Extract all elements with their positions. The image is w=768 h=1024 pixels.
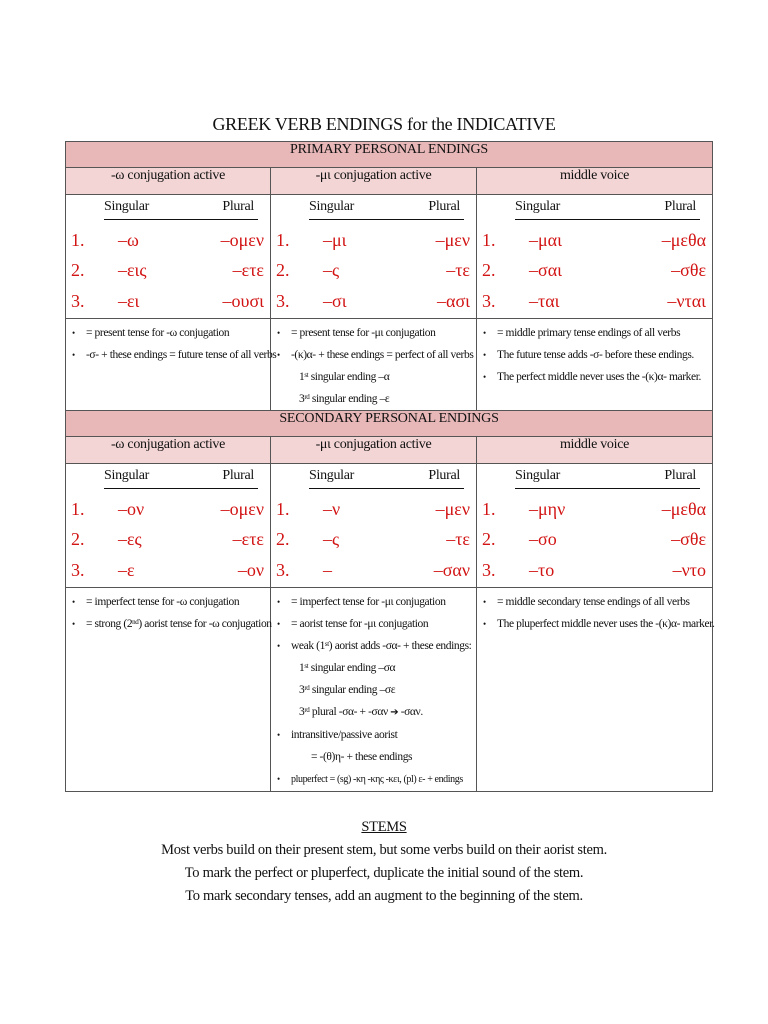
person-number: 1. (276, 230, 290, 250)
ending-row (477, 558, 712, 588)
singular-plural-header (104, 199, 258, 220)
person-number: 3. (71, 291, 85, 311)
column-header: -ω conjugation active (66, 437, 271, 464)
ending-row (477, 258, 712, 288)
bullet-icon: • (277, 328, 280, 338)
plural-ending: –σθε (671, 529, 707, 549)
singular-ending: –ει (118, 291, 140, 311)
plural-ending: –ετε (232, 260, 264, 280)
person-number: 1. (482, 230, 496, 250)
plural-ending: –μεθα (661, 230, 707, 250)
primary-section-heading: PRIMARY PERSONAL ENDINGS (66, 142, 713, 168)
note-item: • pluperfect = (sg) -κη -κης -κει, (pl) ε- + endings (275, 768, 474, 791)
plural-ending: –ντο (672, 560, 707, 580)
person-number: 3. (276, 560, 290, 580)
singular-plural-header (309, 468, 464, 489)
plural-ending: –ομεν (220, 230, 264, 250)
ending-row (66, 497, 270, 527)
ending-row (271, 289, 476, 319)
singular-ending: –ω (118, 230, 139, 250)
ending-row (477, 228, 712, 258)
person-number: 2. (482, 529, 496, 549)
verb-endings-table (65, 141, 713, 792)
person-number: 1. (482, 499, 496, 519)
notes-cell (271, 319, 477, 411)
note-item: • weak (1st) aorist adds -σα- + these endings: (275, 635, 474, 657)
note-item: • = strong (2nd) aorist tense for -ω conjugation (70, 613, 268, 635)
person-number: 1. (71, 230, 85, 250)
note-subitem: = -(θ)η- + these endings (311, 751, 413, 763)
note-subitem: 3rd plural -σα- + -σαν ➔ -σαν. (299, 706, 423, 718)
note-item: • = imperfect tense for -μι conjugation (275, 591, 474, 613)
ending-row (271, 497, 476, 527)
singular-ending: –ν (323, 499, 341, 519)
ending-row (477, 527, 712, 557)
bullet-icon: • (72, 328, 75, 338)
stems-line: To mark the perfect or pluperfect, duplicate the initial sound of the stem. (184, 865, 584, 881)
bullet-icon: • (277, 350, 280, 360)
ending-row (66, 289, 270, 319)
notes-cell (271, 588, 477, 792)
bullet-icon: • (72, 619, 75, 629)
endings-cell (477, 195, 713, 319)
singular-label: Singular (515, 199, 561, 214)
singular-label: Singular (104, 199, 150, 214)
bullet-icon: • (483, 597, 486, 607)
person-number: 1. (71, 499, 85, 519)
stems-line: To mark secondary tenses, add an augment to the beginning of the stem. (185, 888, 583, 904)
column-header: middle voice (477, 437, 713, 464)
ending-row (66, 527, 270, 557)
ending-row (271, 258, 476, 288)
singular-ending: – (323, 560, 332, 580)
person-number: 3. (482, 291, 496, 311)
person-number: 3. (276, 291, 290, 311)
ending-row (66, 258, 270, 288)
notes-cell (477, 319, 713, 411)
plural-label: Plural (222, 199, 254, 214)
secondary-section-heading: SECONDARY PERSONAL ENDINGS (66, 411, 713, 437)
stems-section (0, 816, 768, 908)
plural-ending: –μεν (435, 230, 470, 250)
note-item: • = present tense for -μι conjugation (275, 322, 474, 344)
singular-ending: –μαι (529, 230, 562, 250)
ending-row (477, 497, 712, 527)
stems-line: Most verbs build on their present stem, but some verbs build on their aorist stem. (161, 842, 607, 858)
plural-ending: –νται (667, 291, 707, 311)
column-header: -μι conjugation active (271, 168, 477, 195)
arrow-right-icon: ➔ (390, 707, 399, 718)
bullet-icon: • (483, 619, 486, 629)
ending-row (477, 289, 712, 319)
ending-row (66, 558, 270, 588)
bullet-icon: • (483, 328, 486, 338)
person-number: 2. (71, 260, 85, 280)
plural-ending: –τε (446, 260, 470, 280)
singular-ending: –σο (529, 529, 557, 549)
person-number: 1. (276, 499, 290, 519)
singular-ending: –ς (323, 260, 340, 280)
person-number: 3. (482, 560, 496, 580)
bullet-icon: • (277, 597, 280, 607)
singular-label: Singular (515, 468, 561, 483)
plural-ending: –ον (237, 560, 264, 580)
singular-plural-header (309, 199, 464, 220)
note-item: • = present tense for -ω conjugation (70, 322, 268, 344)
note-subitem: 1st singular ending –σα (299, 662, 396, 674)
note-item: • = middle primary tense endings of all verbs (481, 322, 710, 344)
note-item: • -(κ)α- + these endings = perfect of all verbs (275, 344, 474, 366)
notes-cell (66, 319, 277, 411)
singular-label: Singular (309, 199, 355, 214)
plural-label: Plural (222, 468, 254, 483)
singular-label: Singular (104, 468, 150, 483)
singular-ending: –μι (323, 230, 347, 250)
person-number: 2. (276, 529, 290, 549)
person-number: 2. (71, 529, 85, 549)
notes-cell (477, 588, 713, 792)
stems-title: STEMS (361, 819, 407, 835)
plural-label: Plural (428, 468, 460, 483)
note-item: • -σ- + these endings = future tense of all verbs (70, 344, 268, 366)
document-title: GREEK VERB ENDINGS for the INDICATIVE (212, 114, 556, 134)
endings-cell (271, 195, 477, 319)
plural-ending: –ομεν (220, 499, 264, 519)
person-number: 2. (276, 260, 290, 280)
plural-ending: –σθε (671, 260, 707, 280)
singular-ending: –ται (529, 291, 560, 311)
plural-ending: –ασι (437, 291, 470, 311)
singular-ending: –ες (118, 529, 142, 549)
singular-ending: –ε (118, 560, 135, 580)
singular-ending: –ον (118, 499, 145, 519)
endings-cell (66, 195, 271, 319)
plural-label: Plural (664, 468, 697, 483)
singular-ending: –μην (529, 499, 566, 519)
ending-row (271, 228, 476, 258)
person-number: 3. (71, 560, 85, 580)
singular-ending: –ς (323, 529, 340, 549)
bullet-icon: • (483, 372, 486, 382)
note-item: • = aorist tense for -μι conjugation (275, 613, 474, 635)
singular-plural-header (515, 468, 700, 489)
plural-ending: –ετε (232, 529, 264, 549)
plural-label: Plural (428, 199, 460, 214)
note-item: • The future tense adds -σ- before these endings. (481, 344, 710, 366)
note-subitem: 3rd singular ending –ε (299, 393, 390, 405)
ending-row (66, 228, 270, 258)
plural-ending: –μεν (435, 499, 470, 519)
notes-cell (66, 588, 271, 792)
singular-ending: –σι (323, 291, 347, 311)
plural-label: Plural (664, 199, 697, 214)
bullet-icon: • (72, 350, 75, 360)
bullet-icon: • (72, 597, 75, 607)
column-header: middle voice (477, 168, 713, 195)
column-header: -μι conjugation active (271, 437, 477, 464)
note-item: • = imperfect tense for -ω conjugation (70, 591, 268, 613)
bullet-icon: • (483, 350, 486, 360)
singular-plural-header (515, 199, 700, 220)
ending-row (271, 558, 476, 588)
note-item: • intransitive/passive aorist (275, 724, 474, 746)
singular-ending: –εις (118, 260, 147, 280)
note-item: • The perfect middle never uses the -(κ)α- marker. (481, 366, 710, 388)
bullet-icon: • (277, 641, 280, 651)
plural-ending: –σαν (433, 560, 470, 580)
ending-row (271, 527, 476, 557)
person-number: 2. (482, 260, 496, 280)
column-header: -ω conjugation active (66, 168, 271, 195)
bullet-icon: • (277, 619, 280, 629)
endings-cell (477, 464, 713, 588)
singular-ending: –το (529, 560, 555, 580)
note-subitem: 1st singular ending –α (299, 371, 390, 383)
plural-ending: –τε (446, 529, 470, 549)
note-item: • = middle secondary tense endings of all verbs (481, 591, 710, 613)
singular-label: Singular (309, 468, 355, 483)
endings-cell (66, 464, 271, 588)
plural-ending: –ουσι (222, 291, 264, 311)
bullet-icon: • (277, 730, 280, 740)
plural-ending: –μεθα (661, 499, 707, 519)
endings-cell (271, 464, 477, 588)
bullet-icon: • (277, 774, 280, 784)
singular-ending: –σαι (529, 260, 562, 280)
note-subitem: 3rd singular ending –σε (299, 684, 396, 696)
singular-plural-header (104, 468, 258, 489)
note-item: • The pluperfect middle never uses the -(κ)α- marker. (481, 613, 710, 635)
